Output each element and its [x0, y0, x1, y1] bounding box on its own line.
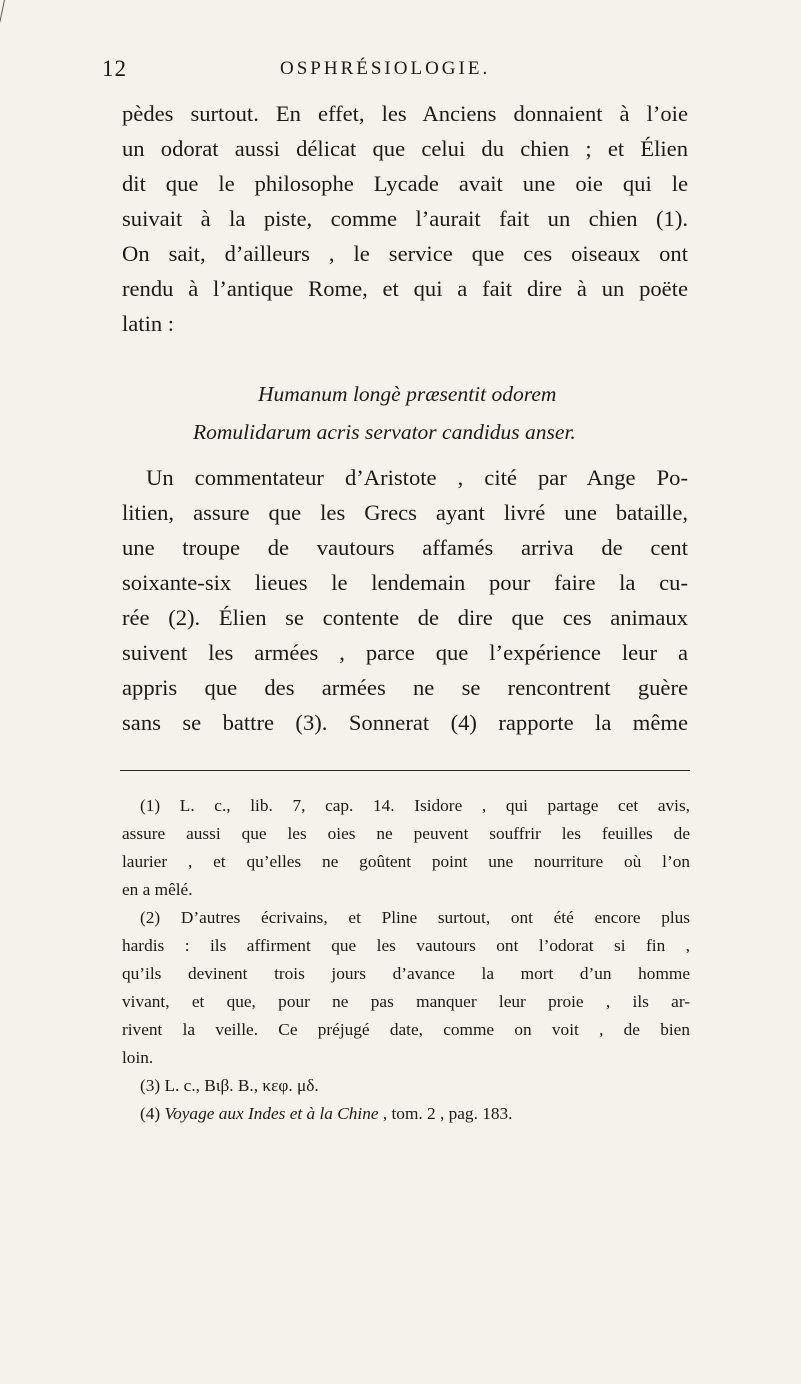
text-line: sans se battre (3). Sonnerat (4) rapporte la même [122, 710, 688, 735]
footnote-4 [122, 1100, 690, 1128]
section-title: OSPHRÉSIOLOGIE. [280, 58, 491, 79]
footnote-4-number: (4) [140, 1104, 161, 1123]
text-line: appris que des armées ne se rencontrent guère [122, 675, 688, 700]
text-line: rée (2). Élien se contente de dire que ces animaux [122, 605, 688, 630]
footnote-3: (3) L. c., Βιβ. Β., κεφ. μδ. [140, 1076, 319, 1095]
footnote-2-line: rivent la veille. Ce préjugé date, comme on voit , de bien [122, 1020, 690, 1039]
page-edge-mark [0, 0, 19, 60]
text-line: litien, assure que les Grecs ayant livré une bataille, [122, 500, 688, 525]
running-head [102, 56, 672, 86]
text-line: une troupe de vautours affamés arriva de cent [122, 535, 688, 560]
footnote-2-line: vivant, et que, pour ne pas manquer leur proie , ils ar- [122, 992, 690, 1011]
footnote-1-line: laurier , et qu’elles ne goûtent point une nourriture où l’on [122, 852, 690, 871]
text-line: On sait, d’ailleurs , le service que ces oiseaux ont [122, 241, 688, 266]
latin-quote-line-2: Romulidarum acris servator candidus anser. [193, 420, 576, 444]
footnote-2-line: qu’ils devinent trois jours d’avance la mort d’un homme [122, 964, 690, 983]
latin-quote-line-1: Humanum longè præsentit odorem [258, 382, 557, 406]
text-line: Un commentateur d’Aristote , cité par Ange Po- [146, 465, 688, 490]
footnote-1-line: en a mêlé. [122, 880, 193, 899]
footnote-1-line: assure aussi que les oies ne peuvent souffrir les feuilles de [122, 824, 690, 843]
text-line: soixante-six lieues le lendemain pour faire la cu- [122, 570, 688, 595]
footnote-divider [120, 770, 690, 771]
footnote-4-suffix: , tom. 2 , pag. 183. [382, 1104, 513, 1123]
text-line: un odorat aussi délicat que celui du chien ; et Élien [122, 136, 688, 161]
footnotes [122, 792, 690, 1128]
text-line: suivent les armées , parce que l’expérience leur a [122, 640, 688, 665]
paragraph-1 [122, 96, 688, 341]
footnote-1-line: (1) L. c., lib. 7, cap. 14. Isidore , qui partage cet avis, [140, 796, 690, 815]
footnote-2-line: hardis : ils affirment que les vautours ont l’odorat si fin , [122, 936, 690, 955]
page-number: 12 [102, 56, 127, 81]
paragraph-2 [122, 460, 688, 740]
text-line: latin : [122, 311, 175, 336]
footnote-2-line: (2) D’autres écrivains, et Pline surtout, ont été encore plus [140, 908, 690, 927]
text-line: suivait à la piste, comme l’aurait fait un chien (1). [122, 206, 688, 231]
text-line: dit que le philosophe Lycade avait une oie qui le [122, 171, 688, 196]
text-line: pèdes surtout. En effet, les Anciens donnaient à l’oie [122, 101, 688, 126]
text-line: rendu à l’antique Rome, et qui a fait dire à un poëte [122, 276, 688, 301]
footnote-4-title: Voyage aux Indes et à la Chine [164, 1104, 379, 1123]
footnote-2-line: loin. [122, 1048, 154, 1067]
